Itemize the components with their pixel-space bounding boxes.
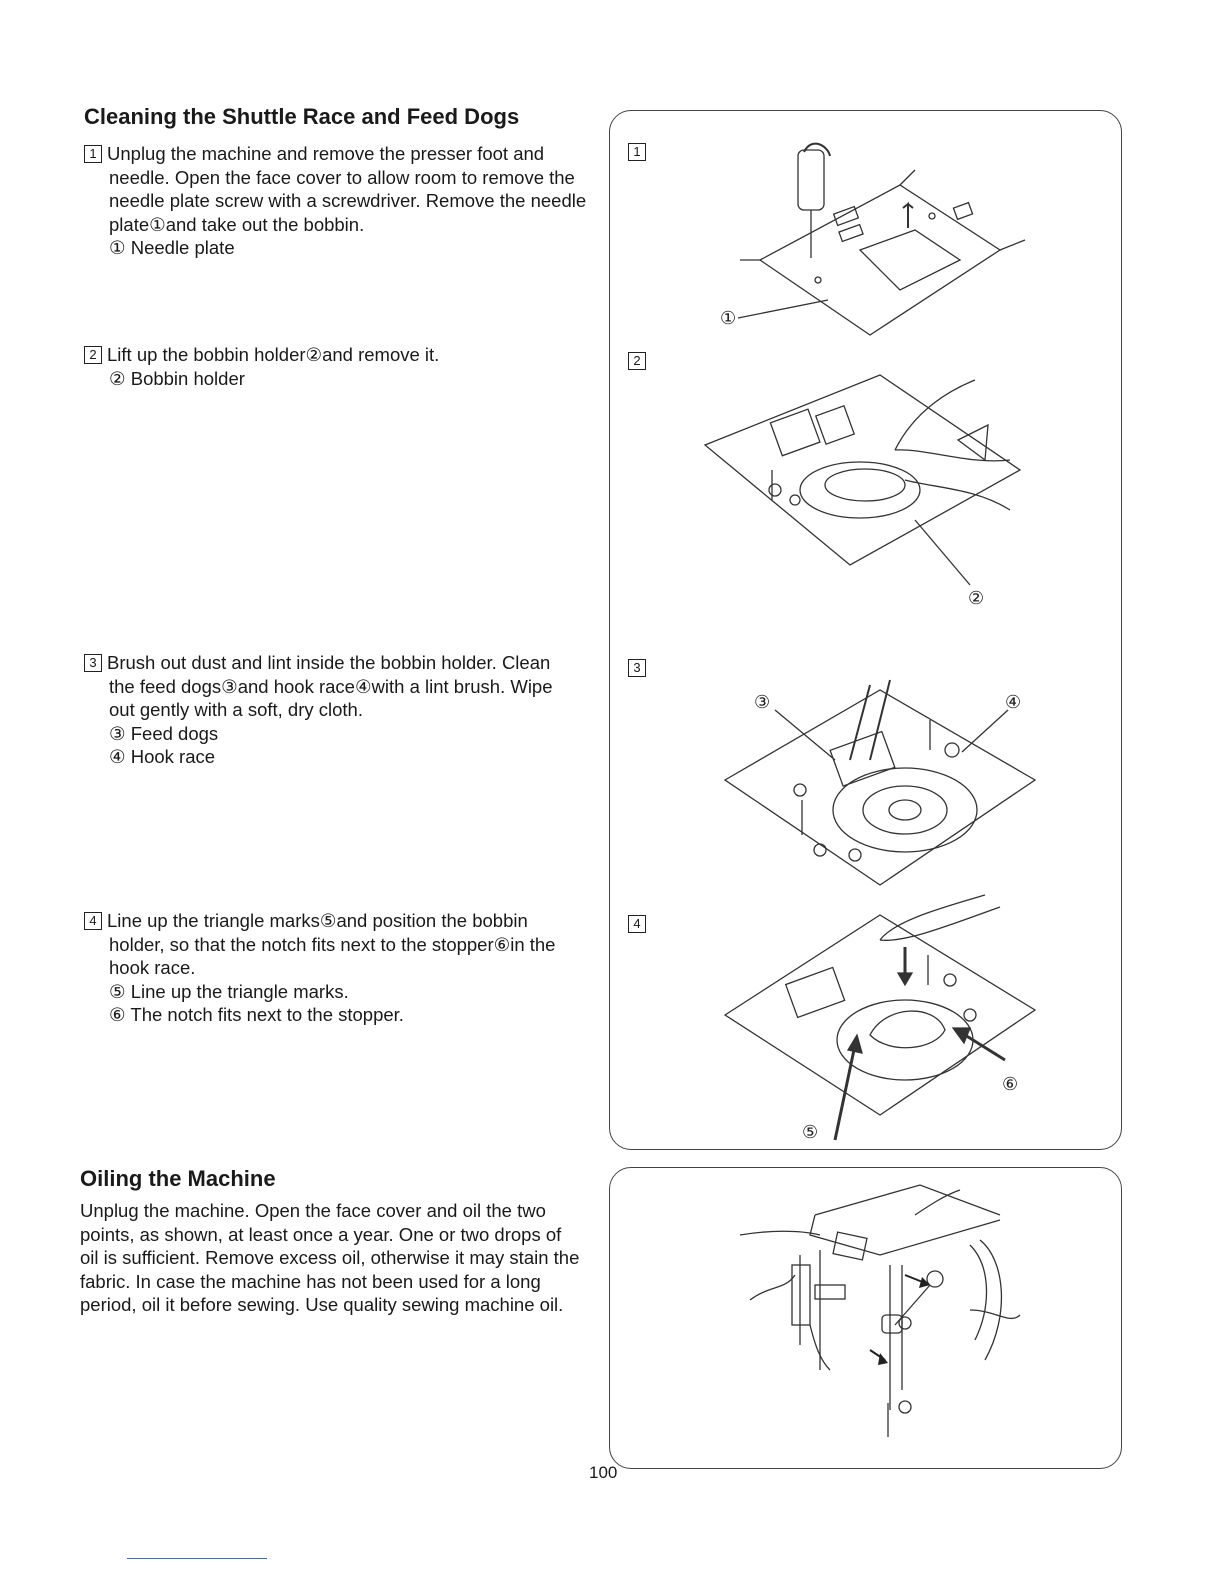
step-1-text-line: Unplug the machine and remove the presser foot and (107, 143, 545, 164)
oiling-text-line: oil is sufficient. Remove excess oil, otherwise it may stain the (80, 1247, 580, 1268)
section-title-cleaning: Cleaning the Shuttle Race and Feed Dogs (84, 104, 520, 129)
callout-1: ① (720, 308, 737, 329)
needle-plate-outline (760, 185, 1000, 335)
step-4-text-line: holder, so that the notch fits next to the stopper⑥in the (109, 933, 556, 955)
figure-label-1: 1 (628, 143, 646, 161)
legend-notch-stopper: ⑥ The notch fits next to the stopper. (109, 1004, 404, 1025)
step-2-text-line: Lift up the bobbin holder②and remove it. (107, 344, 440, 365)
oiling-paragraph (80, 1199, 605, 1317)
step-4-text-line: Line up the triangle marks⑤and position the bobbin (107, 910, 528, 931)
figure-label-3: 3 (628, 659, 646, 677)
callout-4: ④ (1005, 692, 1022, 713)
callout-2: ② (968, 588, 985, 609)
step-2 (84, 343, 609, 390)
oiling-text-line: Unplug the machine. Open the face cover and oil the two (80, 1200, 546, 1221)
section-title-oiling: Oiling the Machine (80, 1166, 276, 1191)
legend-bobbin-holder: ② Bobbin holder (109, 367, 245, 389)
step-number-1: 1 (84, 145, 102, 163)
legend-hook-race: ④ Hook race (109, 746, 216, 767)
step-1-text-line: plate①and take out the bobbin. (109, 213, 365, 235)
lift-arrow-icon (903, 204, 913, 228)
brush-handle (850, 685, 870, 760)
figure-clean-feed-dogs (720, 660, 1050, 895)
step-3 (84, 651, 609, 769)
machine-outline (740, 1231, 820, 1235)
callout-5: ⑤ (802, 1122, 819, 1143)
stopper-arrow-icon (965, 1035, 1005, 1060)
step-1-text-line: needle. Open the face cover to allow room to remove the (109, 166, 575, 188)
footer-divider (127, 1558, 267, 1559)
oiling-text-line: period, oil it before sewing. Use quality sewing machine oil. (80, 1294, 564, 1315)
step-number-2: 2 (84, 346, 102, 364)
bobbin-holder-shape (800, 462, 920, 518)
step-number-3: 3 (84, 654, 102, 672)
legend-triangle-marks: ⑤ Line up the triangle marks. (109, 980, 349, 1002)
figure-label-2: 2 (628, 352, 646, 370)
figure-oiling-points (730, 1175, 1030, 1440)
screwdriver-handle (798, 150, 824, 210)
oiling-text-line: fabric. In case the machine has not been used for a long (80, 1270, 541, 1292)
page-number: 100 (589, 1463, 618, 1482)
step-4 (84, 909, 609, 1027)
hand-outline (895, 380, 975, 450)
step-1 (84, 142, 609, 260)
legend-feed-dogs: ③ Feed dogs (109, 722, 219, 744)
step-3-text-line: the feed dogs③and hook race④with a lint brush. Wipe (109, 675, 553, 697)
plate-outline (725, 915, 1035, 1115)
callout-3: ③ (754, 692, 771, 713)
step-number-4: 4 (84, 912, 102, 930)
step-3-text-line: out gently with a soft, dry cloth. (109, 699, 363, 720)
figure-needle-plate-removal (700, 140, 1040, 345)
hook-race-shape (833, 768, 977, 852)
legend-needle-plate: ① Needle plate (109, 237, 235, 258)
step-3-text-line: Brush out dust and lint inside the bobbin holder. Clean (107, 652, 551, 673)
figure-label-4: 4 (628, 915, 646, 933)
plate-outline (705, 375, 1020, 565)
step-4-text-line: hook race. (109, 957, 196, 978)
oiling-text-line: points, as shown, at least once a year. One or two drops of (80, 1223, 562, 1245)
step-1-text-line: needle plate screw with a screwdriver. Remove the needle (109, 190, 587, 211)
figure-position-bobbin-holder (720, 885, 1050, 1145)
bobbin-cover-window (860, 230, 960, 290)
figure-lift-bobbin-holder (700, 370, 1030, 610)
callout-6: ⑥ (1002, 1074, 1019, 1095)
